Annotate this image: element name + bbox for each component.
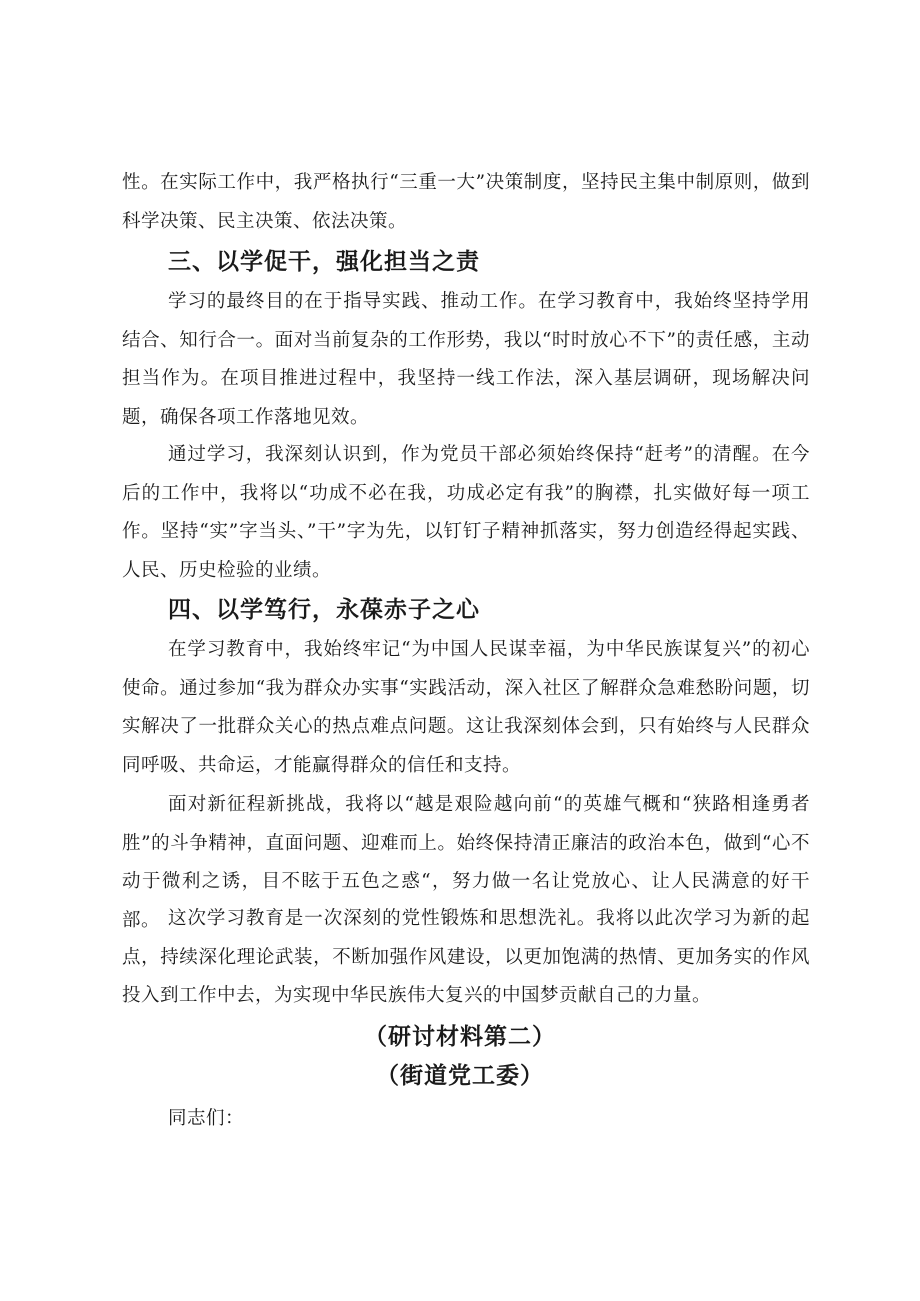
greeting: 同志们： (168, 1108, 245, 1129)
paragraph-section-four-2: 面对新征程新挑战，我将以“越是艰险越向前“的英雄气概和“狭路相逢勇者胜”的斗争精神，直面问题、迎难而上。始终保持清正廉洁的政治本色，做到“心不动于微利之诱，目不眩于五色之惑“，努力做一名让党放心、让人民满意的好干部。 (122, 794, 810, 931)
section-heading-four: 四、以学笃行，永葆赤子之心 (168, 597, 480, 623)
paragraph-section-three-1: 学习的最终目的在于指导实践、推动工作。在学习教育中，我始终坚持学用结合、知行合一。面对当前复杂的工作形势，我以“时时放心不下”的责任感，主动担当作为。在项目推进过程中，我坚持一线工作法，深入基层调研，现场解决问题，确保各项工作落地见效。 (122, 291, 810, 428)
paragraph-section-four-1: 在学习教育中，我始终牢记“为中国人民谋幸福，为中华民族谋复兴”的初心使命。通过参加“我为群众办实事“实践活动，深入社区了解群众急难愁盼问题，切实解决了一批群众关心的热点难点问题。这让我深刻体会到，只有始终与人民群众同呼吸、共命运，才能赢得群众的信任和支持。 (122, 639, 810, 776)
document-subtitle-second: （街道党工委） (376, 1063, 544, 1089)
document-title-second: （研讨材料第二） (364, 1024, 556, 1050)
paragraph-continuation: 性。在实际工作中，我严格执行“三重一大”决策制度，坚持民主集中制原则，做到科学决策、民主决策、依法决策。 (122, 172, 810, 232)
paragraph-section-four-3: 这次学习教育是一次深刻的党性锻炼和思想洗礼。我将以此次学习为新的起点，持续深化理论武装，不断加强作风建设，以更加饱满的热情、更加务实的作风投入到工作中去，为实现中华民族伟大复兴的中国梦贡献自己的力量。 (122, 908, 810, 1006)
section-heading-three: 三、以学促干，强化担当之责 (168, 249, 480, 275)
paragraph-section-three-2: 通过学习，我深刻认识到，作为党员干部必须始终保持“赶考”的清醒。在今后的工作中，我将以“功成不必在我，功成必定有我”的胸襟，扎实做好每一项工作。坚持“实”字当头、”干”字为先，以钉钉子精神抓落实，努力创造经得起实践、人民、历史检验的业绩。 (122, 444, 810, 581)
